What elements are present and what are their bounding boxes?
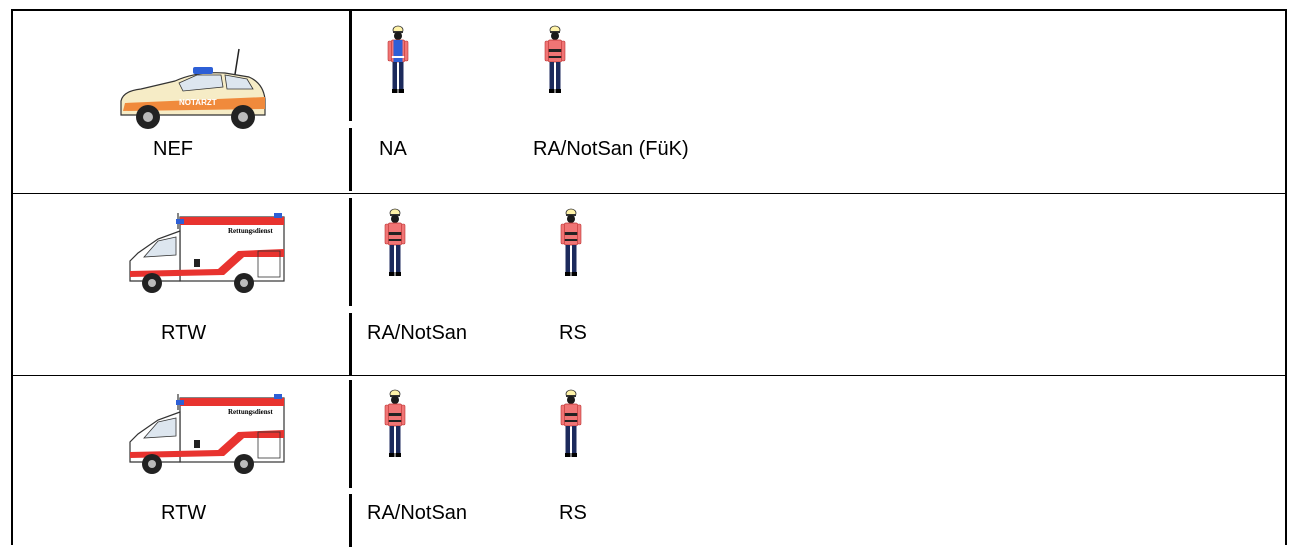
- crew-label: NA: [379, 138, 407, 160]
- ambulance-icon: [118, 392, 288, 478]
- column-divider: [349, 494, 352, 547]
- ambulance-lettering: Rettungsdienst: [228, 227, 273, 235]
- vehicle-label: RTW: [161, 322, 207, 344]
- paramedic-icon: [556, 208, 586, 278]
- crew-label: RA/NotSan (FüK): [533, 138, 689, 160]
- ambulance-icon: [118, 211, 288, 297]
- car-lettering: NOTARZT: [179, 98, 217, 107]
- column-divider: [349, 380, 352, 488]
- row-divider: [13, 193, 1285, 194]
- vehicle-label: RTW: [161, 502, 207, 524]
- notarzt-car-icon: [113, 47, 273, 133]
- paramedic-icon: [556, 389, 586, 459]
- column-divider: [349, 128, 352, 191]
- row-divider: [13, 375, 1285, 376]
- crew-label: RS: [559, 502, 587, 524]
- column-divider: [349, 313, 352, 375]
- paramedic-icon: [380, 389, 410, 459]
- crew-label: RA/NotSan: [367, 502, 468, 524]
- paramedic-icon: [380, 208, 410, 278]
- vehicle-label: NEF: [153, 138, 193, 160]
- emergency-doctor-icon: [383, 25, 413, 95]
- column-divider: [349, 11, 352, 121]
- paramedic-icon: [540, 25, 570, 95]
- column-divider: [349, 198, 352, 306]
- crew-label: RS: [559, 322, 587, 344]
- crew-table: [11, 9, 1287, 545]
- ambulance-lettering: Rettungsdienst: [228, 408, 273, 416]
- crew-label: RA/NotSan: [367, 322, 468, 344]
